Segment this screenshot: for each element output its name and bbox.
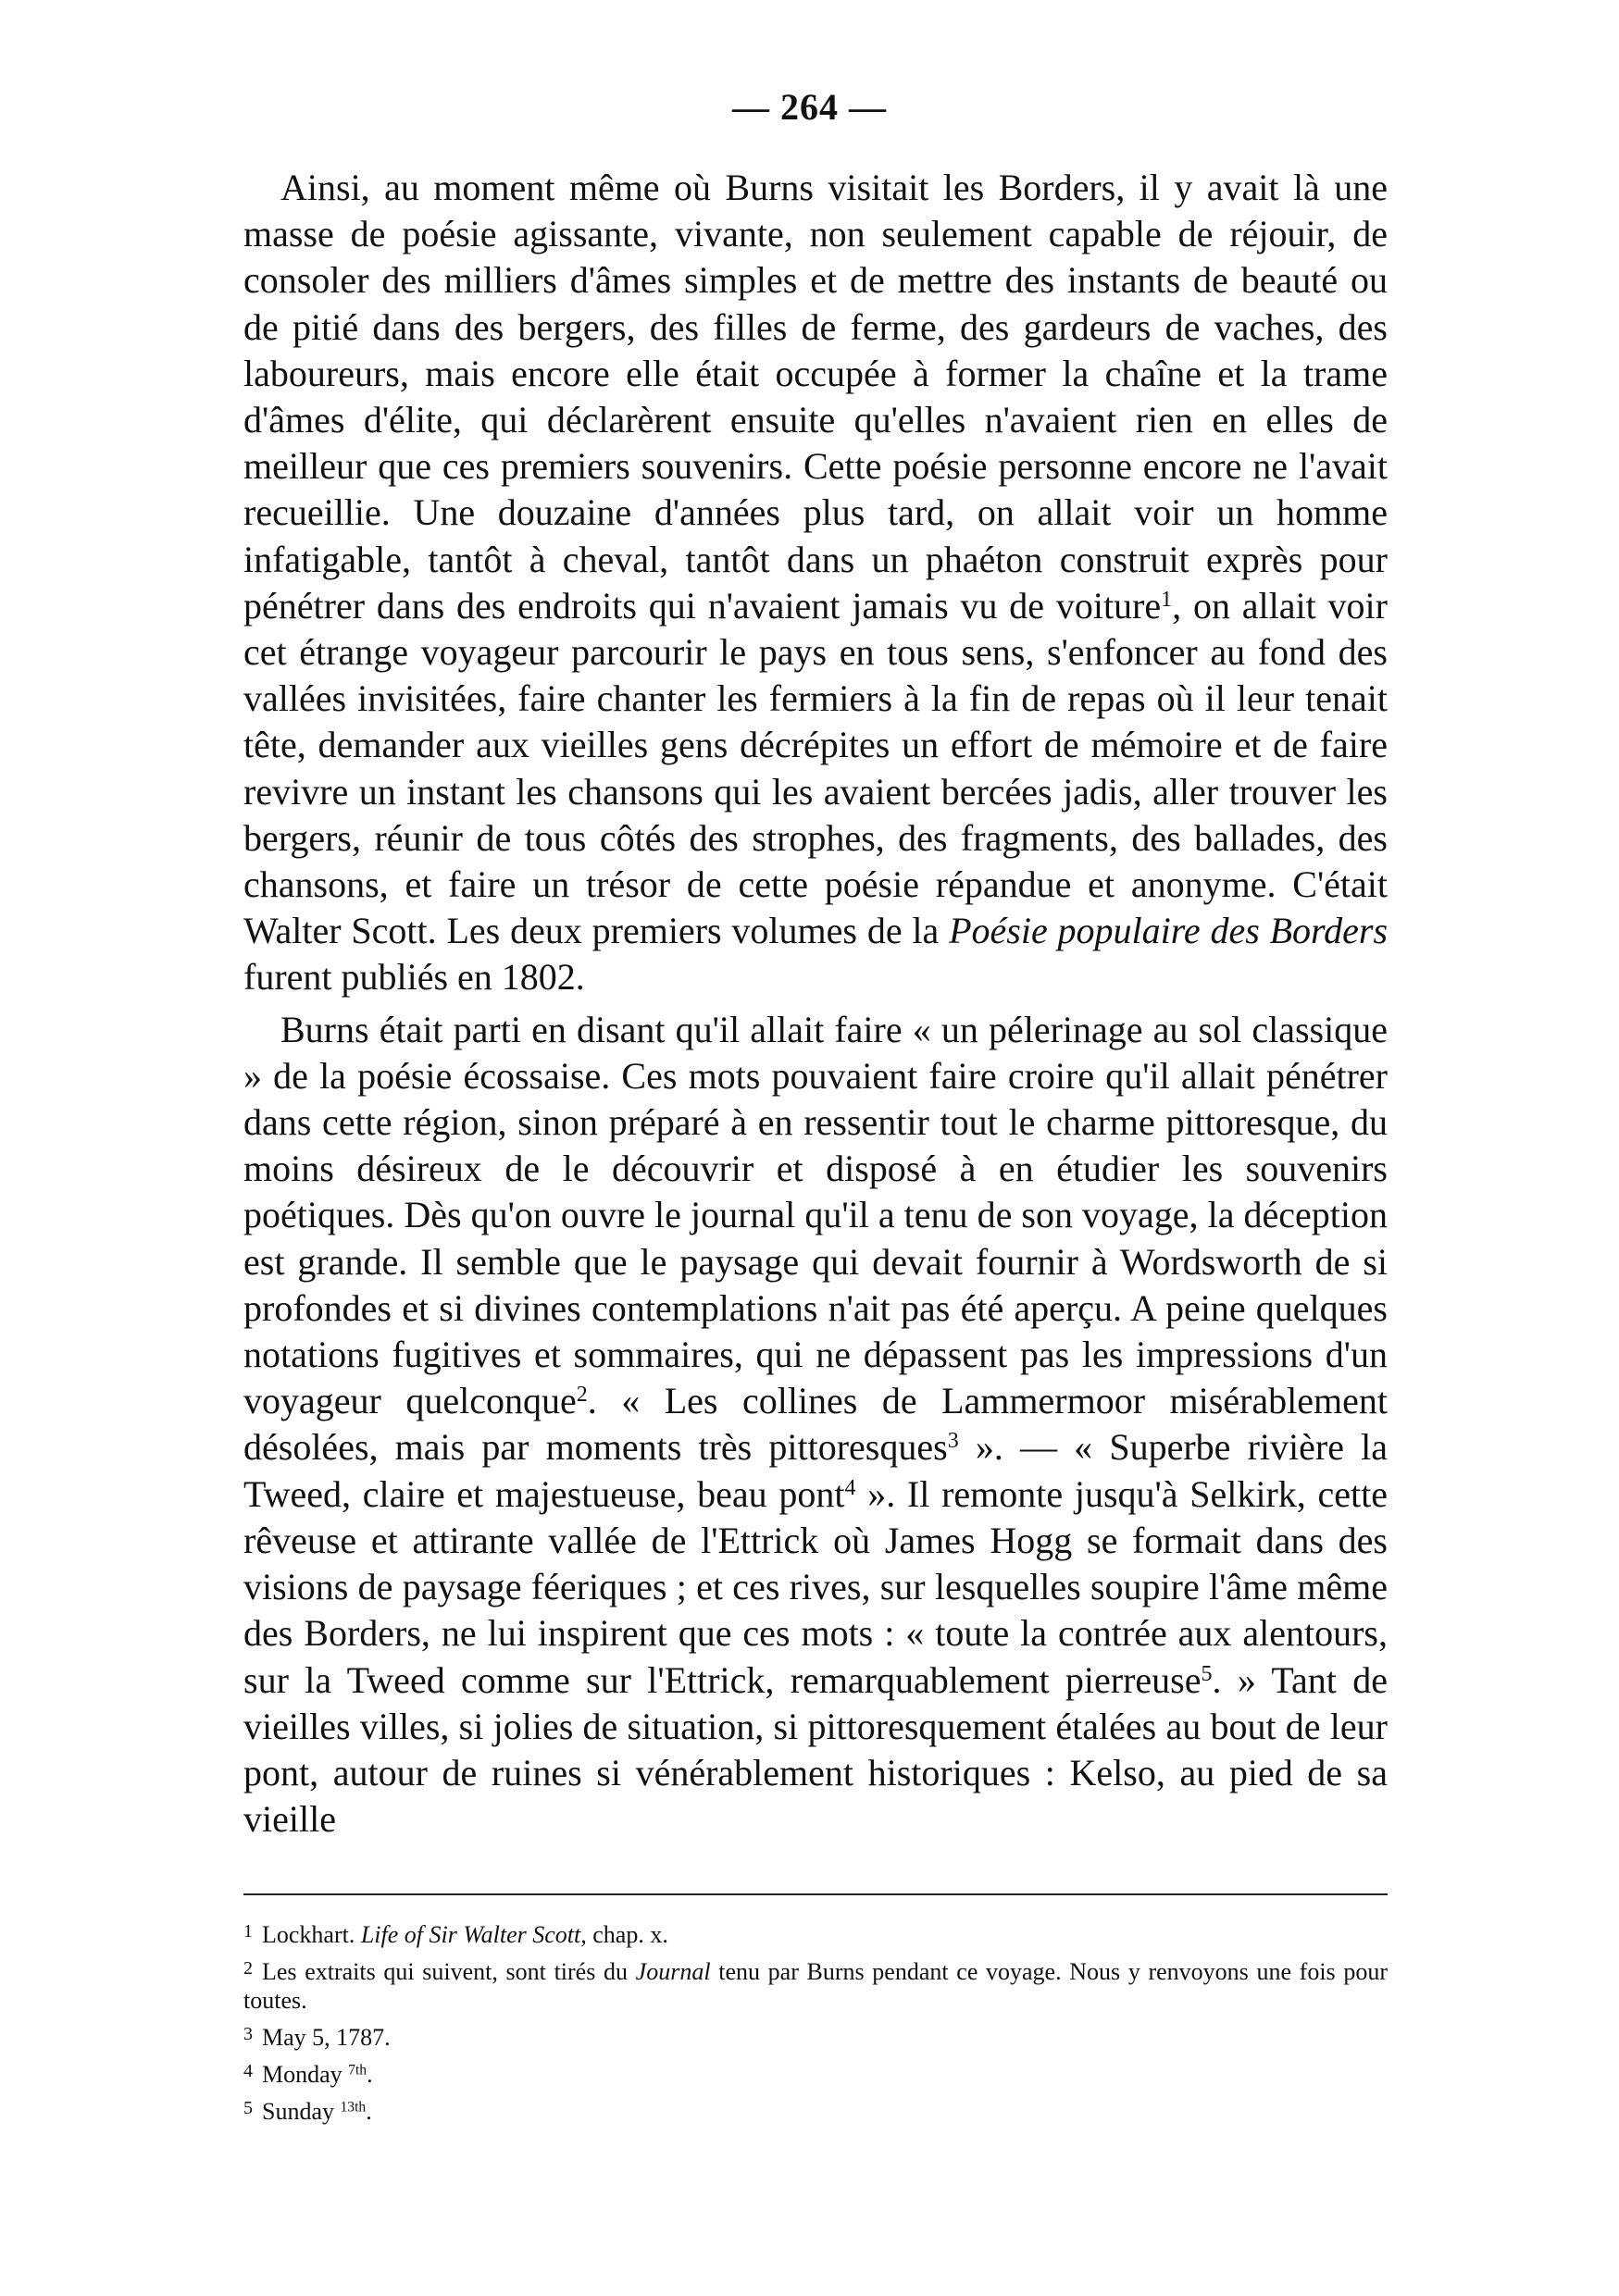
main-text bbox=[243, 165, 1388, 1843]
footnote-ref-4: 4 bbox=[844, 1475, 856, 1500]
footnote-number: 1 bbox=[243, 1921, 253, 1942]
paragraph-2-text-e: . » Tant de vieilles villes, si jolies de situation, si pittoresquement étalées au bout de leur pont, autour de ruines si vénérablement historiques : Kelso, au pied de sa vieille bbox=[243, 1658, 1388, 1841]
footnote-number: 5 bbox=[243, 2098, 253, 2118]
footnote-text: Les extraits qui suivent, sont tirés du bbox=[262, 1958, 636, 1985]
paragraph-1-text-c: furent publiés en 1802. bbox=[243, 956, 585, 999]
footnote-ref-5: 5 bbox=[1201, 1661, 1213, 1686]
footnote-text: . bbox=[367, 2061, 373, 2088]
footnotes bbox=[243, 1917, 1388, 2131]
footnote-4 bbox=[243, 2057, 1388, 2089]
footnote-text: . bbox=[366, 2098, 372, 2125]
footnote-ref-2: 2 bbox=[576, 1383, 588, 1408]
footnote-text: Sunday bbox=[262, 2098, 341, 2125]
footnote-number: 2 bbox=[243, 1958, 253, 1979]
footnote-ref-3: 3 bbox=[947, 1429, 959, 1454]
footnote-divider bbox=[243, 1893, 1388, 1895]
paragraph-2-text-b: . « Les collines de Lammermoor misérablement désolées, mais par moments très pittoresques bbox=[243, 1380, 1389, 1469]
paragraph-2 bbox=[243, 1007, 1388, 1843]
footnote-number: 4 bbox=[243, 2061, 253, 2081]
page-number: — 264 — bbox=[732, 86, 887, 128]
footnote-text: , chap. x. bbox=[580, 1921, 668, 1948]
footnote-2 bbox=[243, 1955, 1388, 2015]
paragraph-1 bbox=[243, 165, 1388, 1001]
ordinal-suffix: 13th bbox=[340, 2099, 367, 2116]
footnote-text: May 5, 1787. bbox=[262, 2024, 391, 2051]
footnote-text: Lockhart. bbox=[262, 1921, 361, 1948]
paragraph-2-text-a: Burns était parti en disant qu'il allait faire « un pélerinage au sol classique » de la poésie écossaise. Ces mots pouvaient faire croire qu'il allait pénétrer dans cette région, sinon préparé à en ressentir tout le charme pittoresque, du moins désireux de le découvrir et disposé à en étudier les souvenirs poétiques. Dès qu'on ouvre le journal qu'il a tenu de son voyage, la déception est grande. Il semble que le paysage qui devait fournir à Wordsworth de si profondes et si divines contemplations n'ait pas été aperçu. A peine quelques notations fugitives et sommaires, qui ne dépassent pas les impressions d'un voyageur quelconque bbox=[243, 1008, 1388, 1422]
footnote-ref-1: 1 bbox=[1161, 587, 1173, 612]
paragraph-2-text-d: ». Il remonte jusqu'à Selkirk, cette rêveuse et attirante vallée de l'Ettrick où James Hogg se formait dans des visions de paysage féeriques ; et ces rives, sur lesquelles soupire l'âme même des Borders, ne lui inspirent que ces mots : « toute la contrée aux alentours, sur la Tweed comme sur l'Ettrick, remarquablement pierreuse bbox=[243, 1472, 1388, 1701]
footnote-3 bbox=[243, 2020, 1388, 2052]
footnote-text: Monday bbox=[262, 2061, 349, 2088]
footnote-1 bbox=[243, 1917, 1388, 1949]
paragraph-1-text-b: , on allait voir cet étrange voyageur parcourir le pays en tous sens, s'enfoncer au fond des vallées invisitées, faire chanter les fermiers à la fin de repas où il leur tenait tête, demander aux vieilles gens décrépites un effort de mémoire et de faire revivre un instant les chansons qui les avaient bercées jadis, aller trouver les bergers, réunir de tous côtés des strophes, des fragments, des ballades, des chansons, et faire un trésor de cette poésie répandue et anonyme. C'était Walter Scott. Les deux premiers volumes de la bbox=[243, 584, 1388, 952]
ordinal-suffix: 7th bbox=[348, 2062, 367, 2079]
book-title-italic: Poésie populaire des Borders bbox=[949, 910, 1389, 952]
footnote-text: tenu par Burns pendant ce voyage. Nous y renvoyons une fois pour toutes. bbox=[243, 1958, 1388, 2014]
footnote-number: 3 bbox=[243, 2024, 253, 2044]
footnote-italic: Life of Sir Walter Scott bbox=[360, 1921, 581, 1948]
footnote-5 bbox=[243, 2094, 1388, 2126]
paragraph-2-text-c: ». — « Superbe rivière la Tweed, claire et majestueuse, beau pont bbox=[243, 1426, 1389, 1515]
paragraph-1-text-a: Ainsi, au moment même où Burns visitait les Borders, il y avait là une masse de poésie agissante, vivante, non seulement capable de réjouir, de consoler des milliers d'âmes simples et de mettre des instants de beauté ou de pitié dans des bergers, des filles de ferme, des gardeurs de vaches, des laboureurs, mais encore elle était occupée à former la chaîne et la trame d'âmes d'élite, qui déclarèrent ensuite qu'elles n'avaient rien en elles de meilleur que ces premiers souvenirs. Cette poésie personne encore ne l'avait recueillie. Une douzaine d'années plus tard, on allait voir un homme infatigable, tantôt à cheval, tantôt dans un phaéton construit exprès pour pénétrer dans des endroits qui n'avaient jamais vu de voiture bbox=[243, 167, 1388, 627]
footnote-italic: Journal bbox=[635, 1958, 711, 1985]
